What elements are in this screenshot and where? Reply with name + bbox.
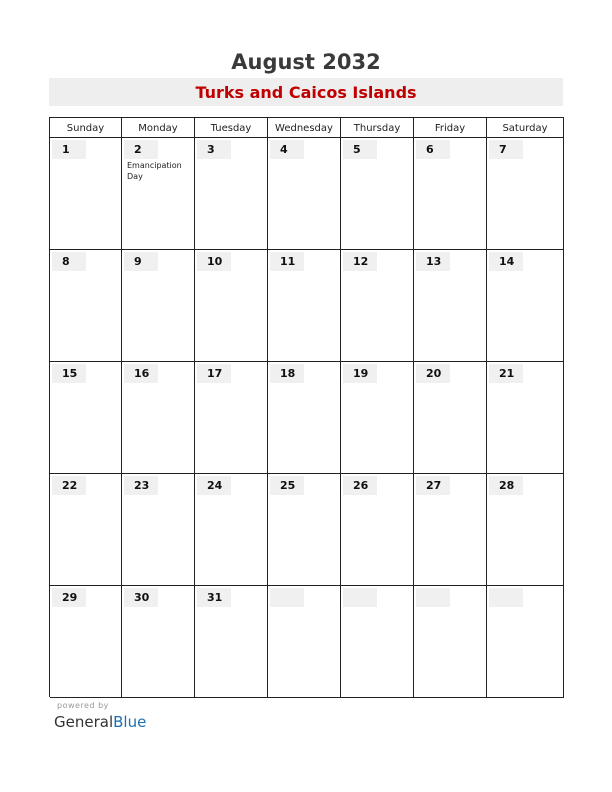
empty-day-cell[interactable]: [414, 586, 487, 698]
day-cell-17[interactable]: [195, 362, 268, 474]
day-number: 15: [52, 364, 86, 383]
weekday-header-tuesday: Tuesday: [195, 118, 268, 138]
day-number: 11: [270, 252, 304, 271]
day-number: [270, 588, 304, 607]
empty-day-cell[interactable]: [487, 586, 564, 698]
weekday-header-friday: Friday: [414, 118, 487, 138]
day-number: 5: [343, 140, 377, 159]
weekday-header-monday: Monday: [122, 118, 195, 138]
country-name: Turks and Caicos Islands: [195, 83, 417, 102]
day-cell-22[interactable]: [50, 474, 122, 586]
day-number: 8: [52, 252, 86, 271]
weekday-header-sunday: Sunday: [50, 118, 122, 138]
day-cell-8[interactable]: [50, 250, 122, 362]
day-cell-2[interactable]: [122, 138, 195, 250]
day-number: 18: [270, 364, 304, 383]
country-banner: [49, 78, 563, 106]
day-cell-24[interactable]: [195, 474, 268, 586]
day-number: 30: [124, 588, 158, 607]
day-cell-5[interactable]: [341, 138, 414, 250]
day-number: 6: [416, 140, 450, 159]
day-number: 22: [52, 476, 86, 495]
calendar-grid: [49, 117, 564, 697]
day-cell-3[interactable]: [195, 138, 268, 250]
day-cell-15[interactable]: [50, 362, 122, 474]
day-cell-6[interactable]: [414, 138, 487, 250]
day-cell-9[interactable]: [122, 250, 195, 362]
day-number: 23: [124, 476, 158, 495]
day-number: 2: [124, 140, 158, 159]
month-title: August 2032: [231, 50, 381, 74]
day-cell-12[interactable]: [341, 250, 414, 362]
holiday-label: Emancipation Day: [127, 161, 182, 181]
day-cell-19[interactable]: [341, 362, 414, 474]
day-cell-27[interactable]: [414, 474, 487, 586]
day-number: 21: [489, 364, 523, 383]
day-number: 19: [343, 364, 377, 383]
day-cell-11[interactable]: [268, 250, 341, 362]
day-number: 27: [416, 476, 450, 495]
weekday-header-saturday: Saturday: [487, 118, 564, 138]
day-cell-30[interactable]: [122, 586, 195, 698]
day-cell-29[interactable]: [50, 586, 122, 698]
day-number: 17: [197, 364, 231, 383]
day-number: 29: [52, 588, 86, 607]
day-number: 16: [124, 364, 158, 383]
day-cell-31[interactable]: [195, 586, 268, 698]
day-cell-14[interactable]: [487, 250, 564, 362]
brand-general: General: [54, 713, 114, 731]
day-cell-13[interactable]: [414, 250, 487, 362]
day-cell-7[interactable]: [487, 138, 564, 250]
day-cell-20[interactable]: [414, 362, 487, 474]
day-cell-18[interactable]: [268, 362, 341, 474]
day-number: 25: [270, 476, 304, 495]
day-cell-16[interactable]: [122, 362, 195, 474]
day-number: 31: [197, 588, 231, 607]
day-number: [416, 588, 450, 607]
weekday-header-row: [50, 118, 564, 138]
day-cell-26[interactable]: [341, 474, 414, 586]
day-cell-1[interactable]: [50, 138, 122, 250]
empty-day-cell[interactable]: [268, 586, 341, 698]
day-number: 10: [197, 252, 231, 271]
day-number: 9: [124, 252, 158, 271]
day-number: 14: [489, 252, 523, 271]
day-number: [343, 588, 377, 607]
generalblue-logo[interactable]: [54, 712, 146, 732]
day-number: 24: [197, 476, 231, 495]
day-number: 28: [489, 476, 523, 495]
day-number: 7: [489, 140, 523, 159]
day-cell-25[interactable]: [268, 474, 341, 586]
empty-day-cell[interactable]: [341, 586, 414, 698]
day-number: [489, 588, 523, 607]
day-number: 4: [270, 140, 304, 159]
day-number: 1: [52, 140, 86, 159]
day-number: 3: [197, 140, 231, 159]
day-number: 13: [416, 252, 450, 271]
day-cell-28[interactable]: [487, 474, 564, 586]
day-number: 12: [343, 252, 377, 271]
brand-blue: Blue: [113, 713, 147, 731]
powered-by-label: powered by: [57, 701, 109, 710]
day-cell-10[interactable]: [195, 250, 268, 362]
day-cell-4[interactable]: [268, 138, 341, 250]
weekday-header-wednesday: Wednesday: [268, 118, 341, 138]
weekday-header-thursday: Thursday: [341, 118, 414, 138]
day-cell-21[interactable]: [487, 362, 564, 474]
day-number: 26: [343, 476, 377, 495]
day-cell-23[interactable]: [122, 474, 195, 586]
day-number: 20: [416, 364, 450, 383]
